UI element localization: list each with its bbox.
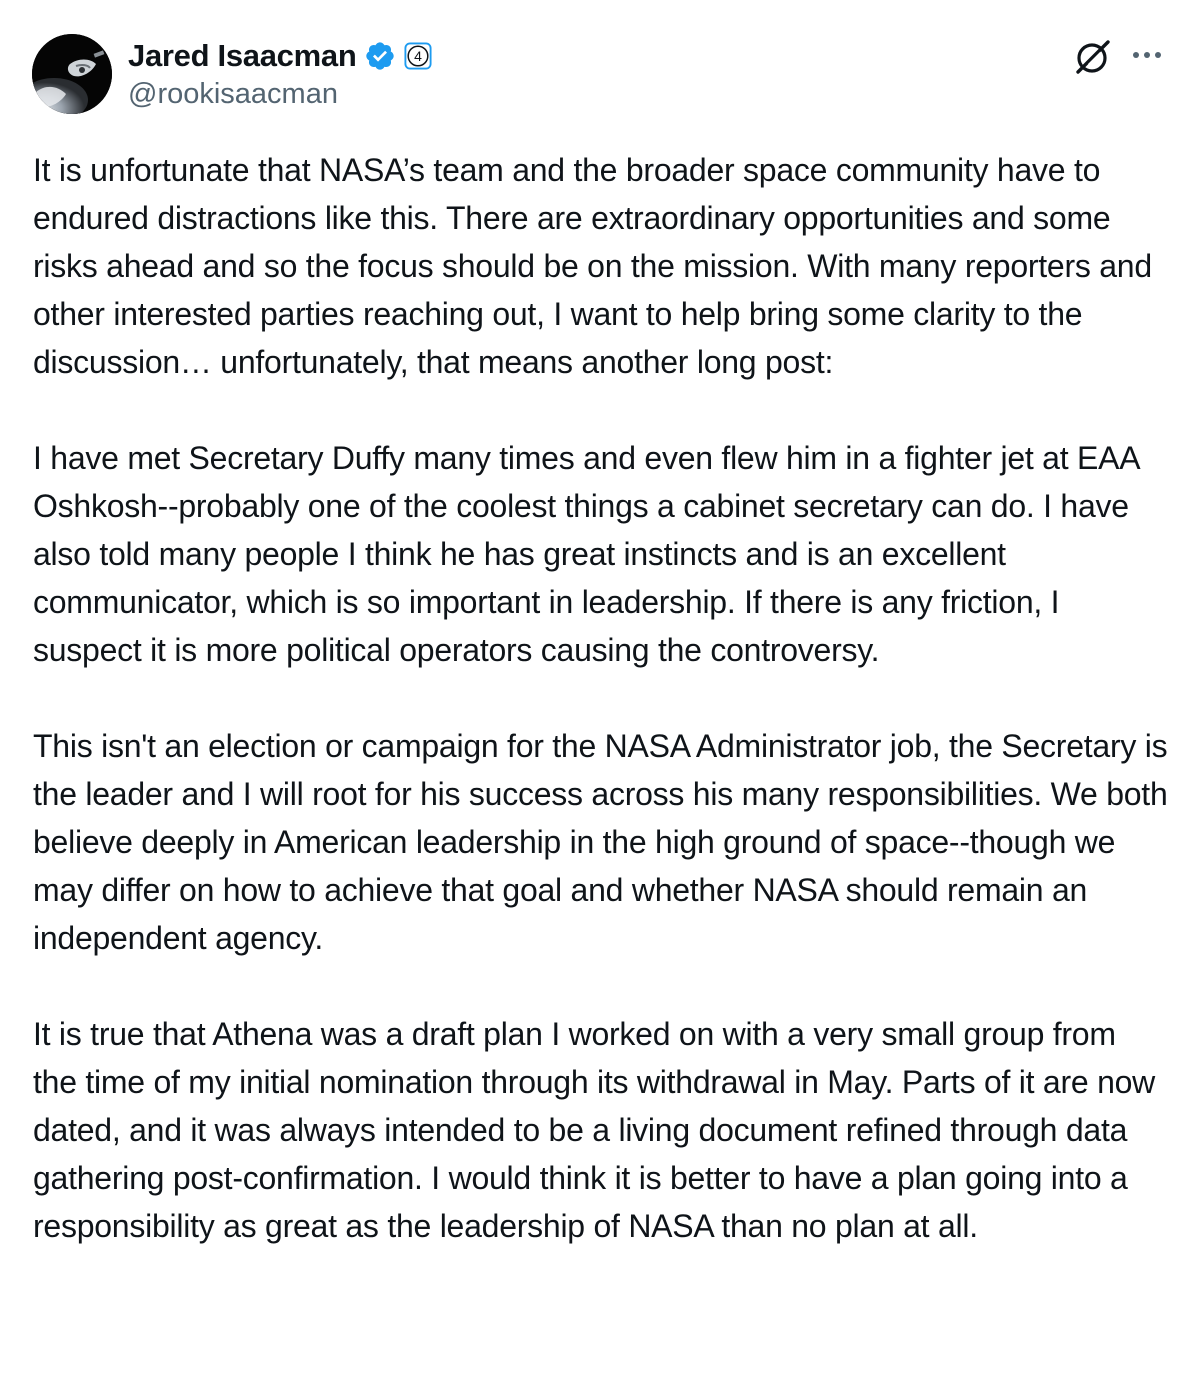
tweet-paragraph: It is true that Athena was a draft plan I worked on with a very small group from the time of my initial nomination through its withdrawal in May. Parts of it are now dated, and it was always intended to be a living document refined through data gathering post-confirmation. I would think it is better to have a plan going into a responsibility as great as the leadership of NASA than no plan at all. xyxy=(33,1016,1156,1244)
verified-badge-icon[interactable] xyxy=(364,40,396,72)
grok-icon[interactable] xyxy=(1074,38,1112,76)
avatar[interactable] xyxy=(32,34,112,114)
author-handle[interactable]: @rookisaacman xyxy=(128,78,338,110)
author-name-row xyxy=(128,36,432,76)
tweet-paragraph: It is unfortunate that NASA’s team and the broader space community have to endured distractions like this. There are extraordinary opportunities and some risks ahead and so the focus should be on the mission. With many reporters and other interested parties reaching out, I want to help bring some clarity to the discussion… unfortunately, that means another long post: xyxy=(33,152,1152,380)
affiliate-badge-label: 4 xyxy=(414,48,423,65)
tweet-text xyxy=(33,146,1168,1250)
affiliate-badge-icon[interactable] xyxy=(404,42,432,70)
more-options-icon[interactable] xyxy=(1130,44,1164,66)
avatar-image xyxy=(32,34,112,114)
tweet-header xyxy=(32,34,1162,116)
tweet-paragraph: I have met Secretary Duffy many times and even flew him in a fighter jet at EAA Oshkosh--probably one of the coolest things a cabinet secretary can do. I have also told many people I think he has great instincts and is an excellent communicator, which is so important in leadership. If there is any friction, I suspect it is more political operators causing the controversy. xyxy=(33,440,1139,668)
tweet-paragraph: This isn't an election or campaign for the NASA Administrator job, the Secretary is the leader and I will root for his success across his many responsibilities. We both believe deeply in American leadership in the high ground of space--though we may differ on how to achieve that goal and whether NASA should remain an independent agency. xyxy=(33,728,1168,956)
author-display-name[interactable]: Jared Isaacman xyxy=(128,38,357,73)
